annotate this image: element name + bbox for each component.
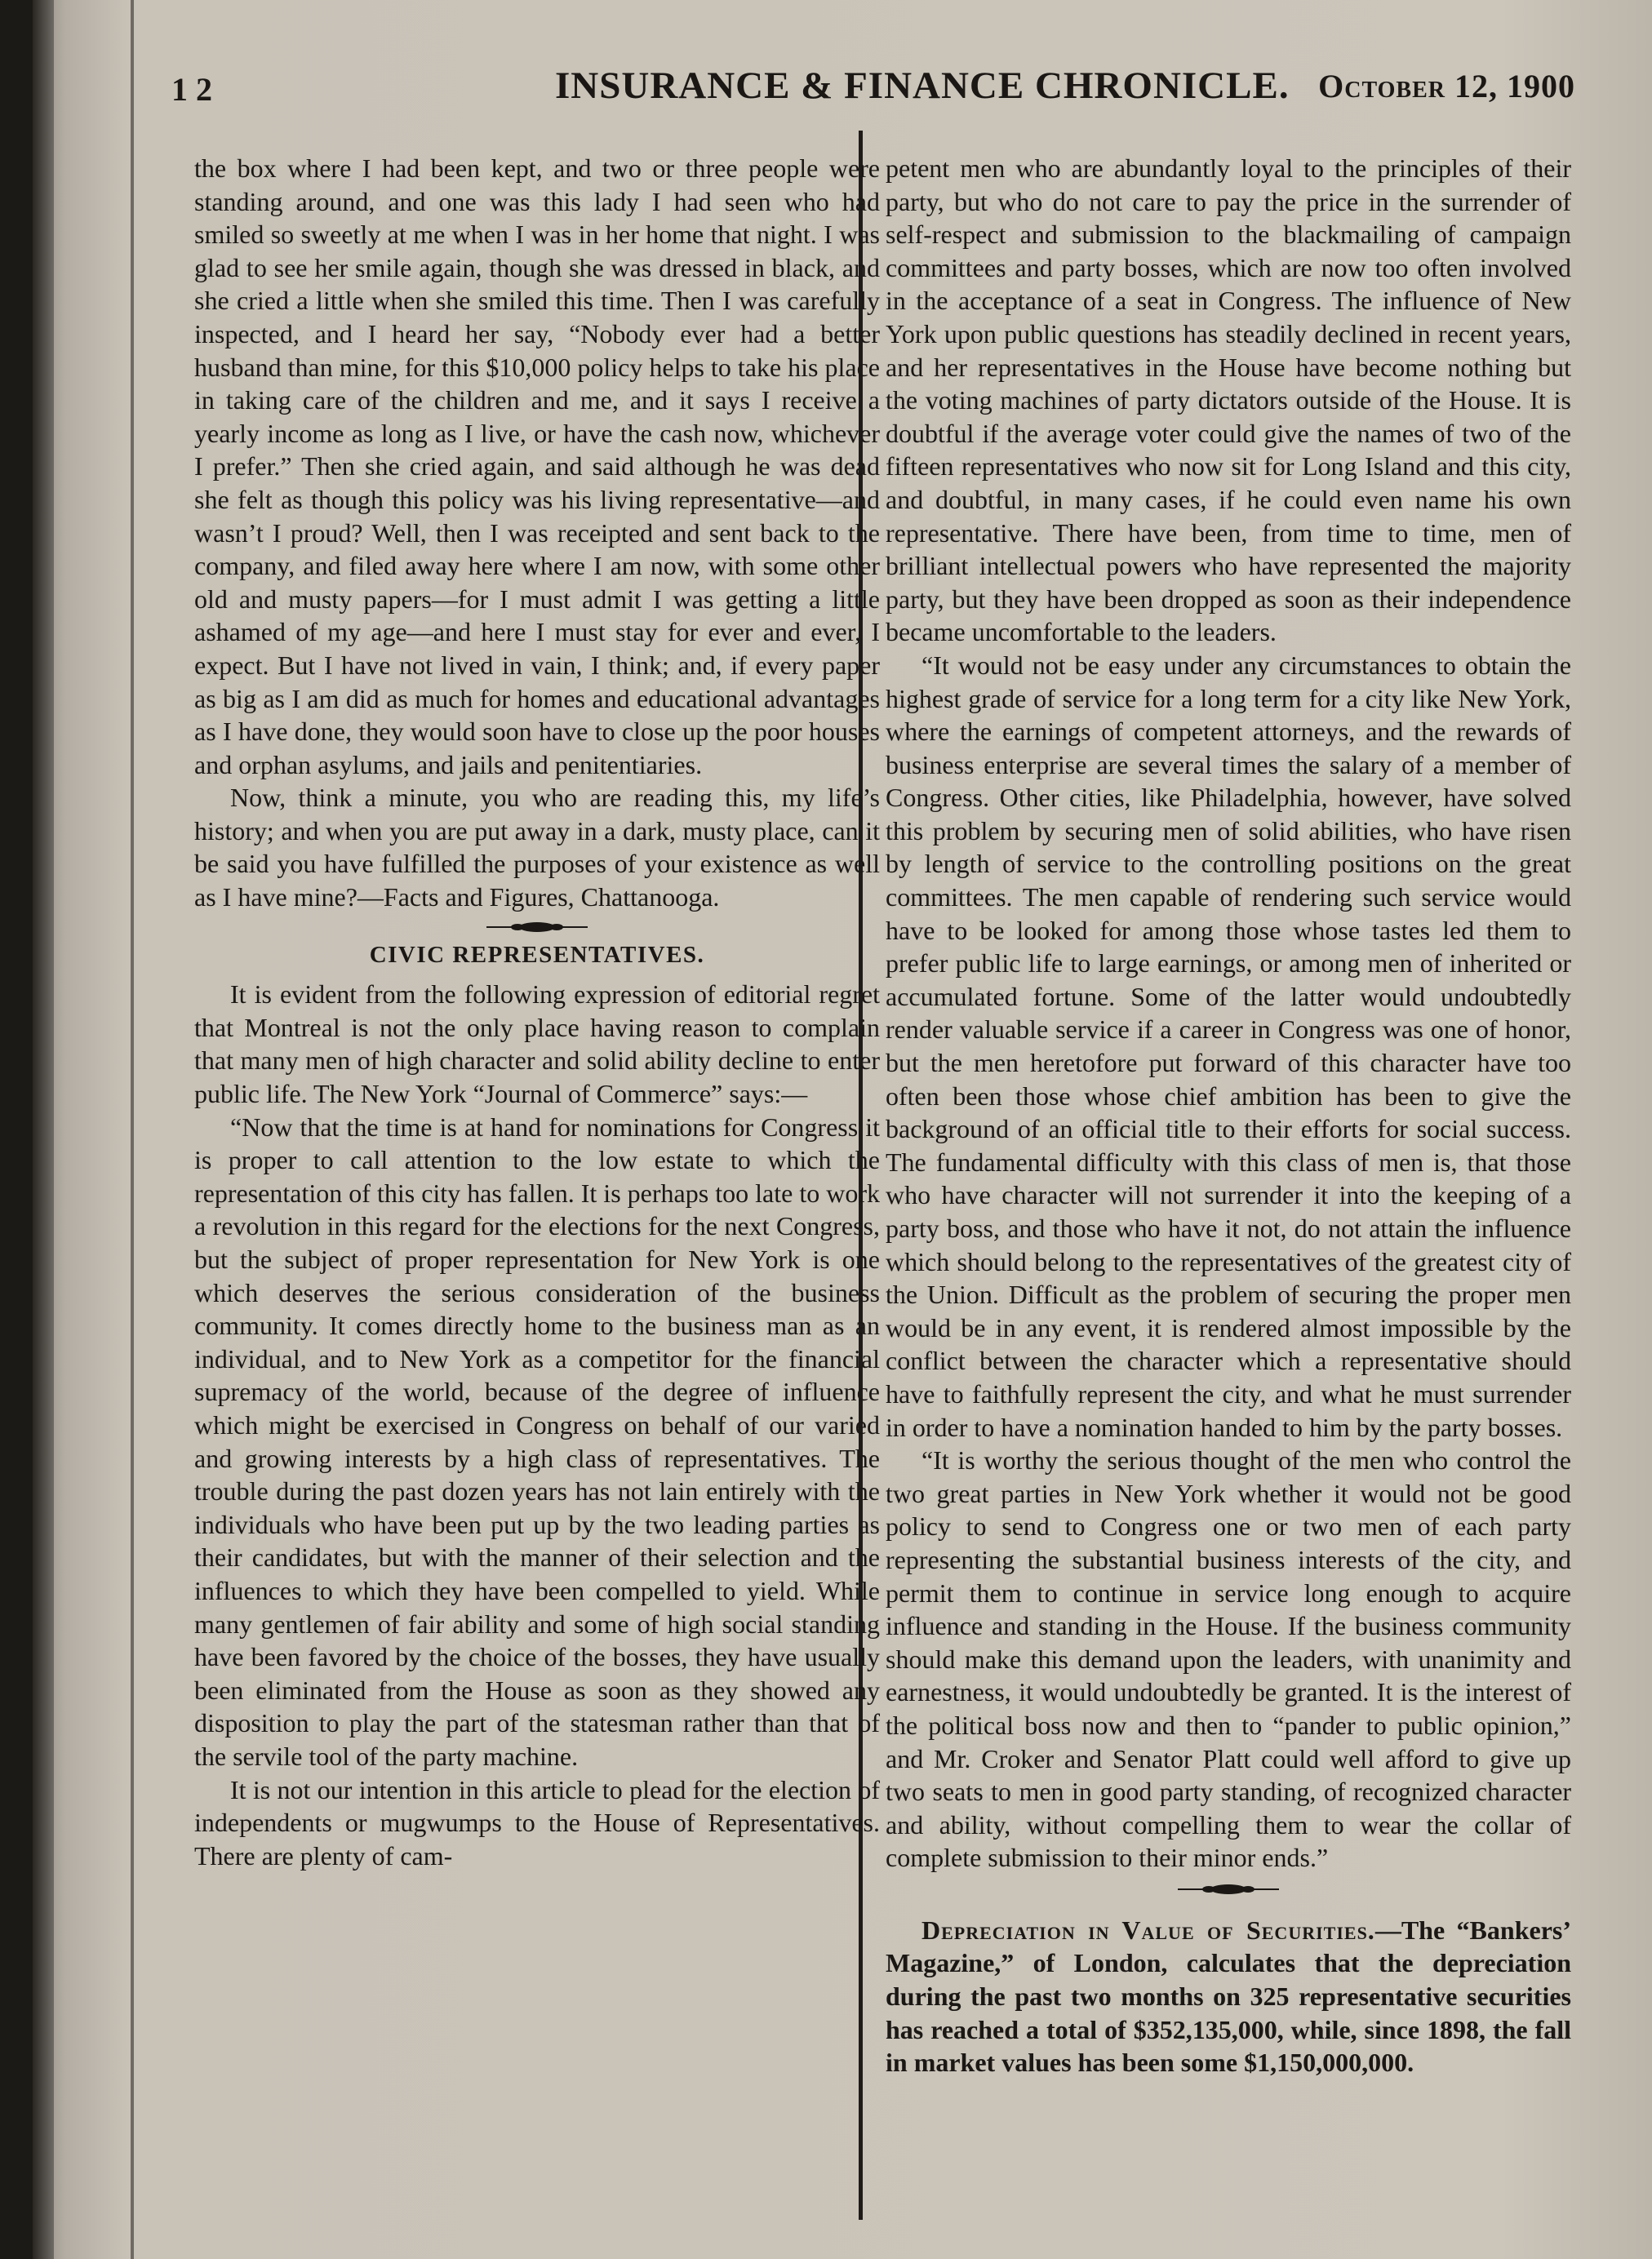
article-paragraph: “It is worthy the serious thought of the men who control the two great parties in New York whether it would not be good policy to send to Congress one or two men of each party representing the substantial business interests of the city, and permit them to continue in service long enough to acquire influence and standing in the House. If the business community should make this demand upon the leaders, with unanimity and earnestness, it would undoubtedly be granted. It is the interest of the political boss now and then to “pander to public opinion,” and Mr. Croker and Senator Platt could well afford to give up two seats to men in good party standing, of recognized character and ability, without compelling them to wear the collar of complete submission to their minor ends.” [886,1445,1571,1873]
section-title: CIVIC REPRESENTATIVES. [369,941,705,968]
story-paragraph: the box where I had been kept, and two or three people were standing around, and one was this lady I had seen who had smiled so sweetly at me when I was in her home that night. I was glad to see her smile again, though she was dressed in black, and she cried a little when she smiled this time. Then I was carefully inspected, and I heard her say, “Nobody ever had a better husband than mine, for this $10,000 policy helps to take his place in taking care of the children and me, and it says I receive a yearly income as long as I live, or have the cash now, whichever I prefer.” Then she cried again, and said although he was dead she felt as though this policy was his living representative—and wasn’t I proud? Well, then I was receipted and sent back to the company, and filed away here where I am now, with some other old and musty papers—for I must admit I was getting a little ashamed of my age—and here I must stay for ever and ever, I expect. But I have not lived in vain, I think; and, if every paper as big as I am did as much for homes and educational advantages as I have done, they would soon have to close up the poor houses and orphan asylums, and jails and penitentiaries. [194,153,880,779]
left-column [194,152,880,1872]
masthead: INSURANCE & FINANCE CHRONICLE. [555,64,1290,107]
story-paragraph: Now, think a minute, you who are reading this, my life’s history; and when you are put away in a dark, musty place, can it be said you have fulfilled the purposes of your existence as well as I have mine?—Facts and Figures, Chattanooga. [194,783,880,912]
issue-date: October 12, 1900 [1318,68,1575,104]
article-paragraph: It is not our intention in this article to plead for the election of independents or mugwumps to the House of Representatives. There are plenty of cam- [194,1774,880,1871]
margin-rule [131,0,134,2259]
section-divider-ornament [1171,1881,1286,1897]
article-paragraph: “It would not be easy under any circumstances to obtain the highest grade of service for a long term for a city like New York, where the earnings of competent attorneys, and the rewards of business enterprise are several times the salary of a member of Congress. Other cities, like Philadelphia, however, have solved this problem by securing men of solid abilities, who have risen by length of service to the controlling positions on the great committees. The men capable of rendering such service would have to be looked for among those whose tastes led them to prefer public life to large earnings, or among men of inherited or accumulated fortune. Some of the latter would undoubtedly render valuable service if a career in Congress was one of honor, but the men heretofore put forward of this character have too often been those whose chief ambition has been to give the background of an official title to their efforts for social success. The fundamental difficulty with this class of men is, that those who have character will not surrender it into the keeping of a party boss, and those who have it not, do not attain the influence which should belong to the representatives of the greatest city of the Union. Difficult as the problem of securing the proper men would be in any event, it is rendered almost impossible by the conflict between the character which a representative should have to faithfully represent the city, and what he must surrender in order to have a nomination handed to him by the party bosses. [886,650,1571,1442]
binding-gutter [33,0,54,2259]
article-paragraph: It is evident from the following expression of editorial regret that Montreal is not the only place having reason to complain that many men of high character and solid ability decline to enter public life. The New York “Journal of Commerce” says:— [194,979,880,1109]
article-paragraph: petent men who are abundantly loyal to the principles of their party, but who do not care to pay the price in the surrender of self-respect and submission to the blackmailing of campaign committees and party bosses, which are now too often involved in the acceptance of a seat in Congress. The influence of New York upon public questions has steadily declined in recent years, and her representatives in the House have become nothing but the voting machines of party dictators outside of the House. It is doubtful if the average voter could give the names of two of the fifteen representatives who now sit for Long Island and this city, and doubtful, in many cases, if he could even name his own representative. There have been, from time to time, men of brilliant intellectual powers who have represented the majority party, but they have been dropped as soon as their independence became uncomfortable to the leaders. [886,153,1571,647]
news-item-text: —The “Bankers’ Magazine,” of London, calculates that the depreciation during the past two months on 325 representative securities has reached a total of $352,135,000, while, since 1898, the fall in market values has been some $1,150,000,000. [886,1915,1572,2078]
news-item-heading: Depreciation in Value of Securities. [921,1915,1375,1945]
article-paragraph: “Now that the time is at hand for nominations for Congress it is proper to call attention to the low estate to which the representation of this city has fallen. It is perhaps too late to work a revolution in this regard for the elections for the next Congress, but the subject of proper representation for New York is one which deserves the serious consideration of the business community. It comes directly home to the business man as an individual, and to New York as a competitor for the financial supremacy of the world, because of the degree of influence which might be exercised in Congress on behalf of our varied and growing interests by a high class of representatives. The trouble during the past dozen years has not lain entirely with the individuals who have been put up by the two leading parties as their candidates, but with the manner of their selection and the influences to which they have been compelled to yield. While many gentlemen of fair ability and some of high social standing have been favored by the choice of the bosses, they have usually been eliminated from the House as soon as they showed any disposition to play the part of the statesman rather than that of the servile tool of the party machine. [194,1112,880,1771]
newspaper-page [33,0,1652,2259]
right-column [886,152,1571,2079]
page-header [171,64,1575,121]
section-divider-ornament [480,919,594,935]
page-number: 1 2 [171,71,212,108]
news-item [886,1914,1571,2079]
